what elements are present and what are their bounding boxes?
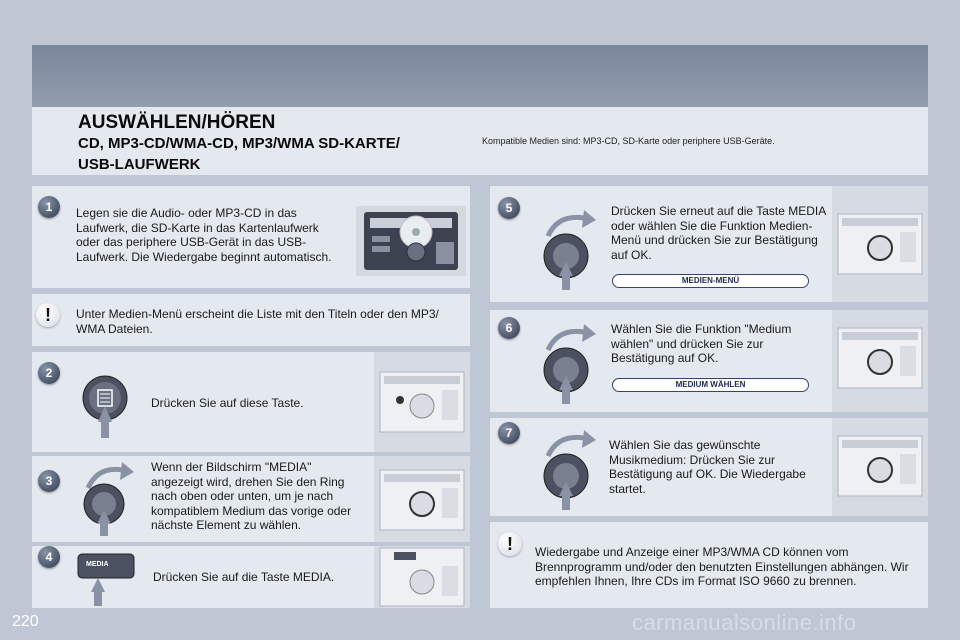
step-5-text: Drücken Sie erneut auf die Taste MEDIA oder wählen Sie die Funktion Medien-Menü und drücken Sie zur Bestätigung auf OK. (611, 204, 826, 262)
step-1-text: Legen sie die Audio- oder MP3-CD in das Laufwerk, die SD-Karte in das Kartenlaufwerk oder das periphere USB-Gerät in das USB-Laufwerk. Die Wiedergabe beginnt automatisch. (76, 206, 332, 264)
ok-ring-icon (538, 426, 602, 512)
ok-ring-icon (538, 206, 602, 292)
note-1-text: Unter Medien-Menü erscheint die Liste mit den Titeln oder den MP3/ WMA Dateien. (76, 307, 439, 336)
step-badge: 1 (38, 196, 60, 218)
medium-waehlen-label: MEDIUM WÄHLEN (612, 378, 809, 392)
warning-icon: ! (498, 532, 522, 556)
cd-player-image (356, 206, 466, 276)
step-7-text: Wählen Sie das gewünschte Musikmedium: Drücken Sie zur Bestätigung auf OK. Die Wiedergabe startet. (609, 438, 806, 496)
ok-ring-icon (538, 320, 602, 406)
radio-panel-image (838, 436, 922, 496)
radio-panel-image (838, 214, 922, 274)
warning-icon: ! (36, 303, 60, 327)
step-badge: 7 (498, 422, 520, 444)
medien-menu-label: MEDIEN-MENÜ (612, 274, 809, 288)
note-2-text: Wiedergabe und Anzeige einer MP3/WMA CD können vom Brennprogramm und/oder den benutzten Einstellungen abhängen. Wir empfehlen Ihnen, Ihre CDs im Format ISO 9660 zu brennen. (535, 545, 909, 588)
step-6-text: Wählen Sie die Funktion "Medium wählen" und drücken Sie zur Bestätigung auf OK. (611, 322, 792, 365)
footer-watermark: carmanualsonline.info (632, 610, 857, 635)
page-subtitle: CD, MP3-CD/WMA-CD, MP3/WMA SD-KARTE/ USB-LAUFWERK (78, 135, 400, 173)
header-band (32, 45, 928, 107)
radio-panel-image (838, 328, 922, 388)
rotary-ring-icon (78, 460, 138, 538)
step-3-text: Wenn der Bildschirm "MEDIA" angezeigt wird, drehen Sie den Ring nach oben oder unten, um je nach kompatiblem Medium das vorige oder nächste Element zu wählen. (151, 460, 352, 532)
step-badge: 2 (38, 362, 60, 384)
step-badge: 6 (498, 317, 520, 339)
radio-panel-image (380, 548, 464, 606)
page-number: 220 (12, 613, 39, 630)
step-badge: 3 (38, 470, 60, 492)
radio-panel-image (380, 372, 464, 432)
step-4-text: Drücken Sie auf die Taste MEDIA. (153, 570, 335, 584)
radio-panel-image (380, 470, 464, 530)
compatible-media-note: Kompatible Medien sind: MP3-CD, SD-Karte oder periphere USB-Geräte. (482, 136, 775, 146)
list-button-icon (80, 370, 130, 440)
step-badge: 4 (38, 546, 60, 568)
step-badge: 5 (498, 197, 520, 219)
media-button-label: MEDIA (86, 561, 109, 568)
page-title: AUSWÄHLEN/HÖREN (78, 112, 276, 133)
step-2-text: Drücken Sie auf diese Taste. (151, 396, 304, 410)
